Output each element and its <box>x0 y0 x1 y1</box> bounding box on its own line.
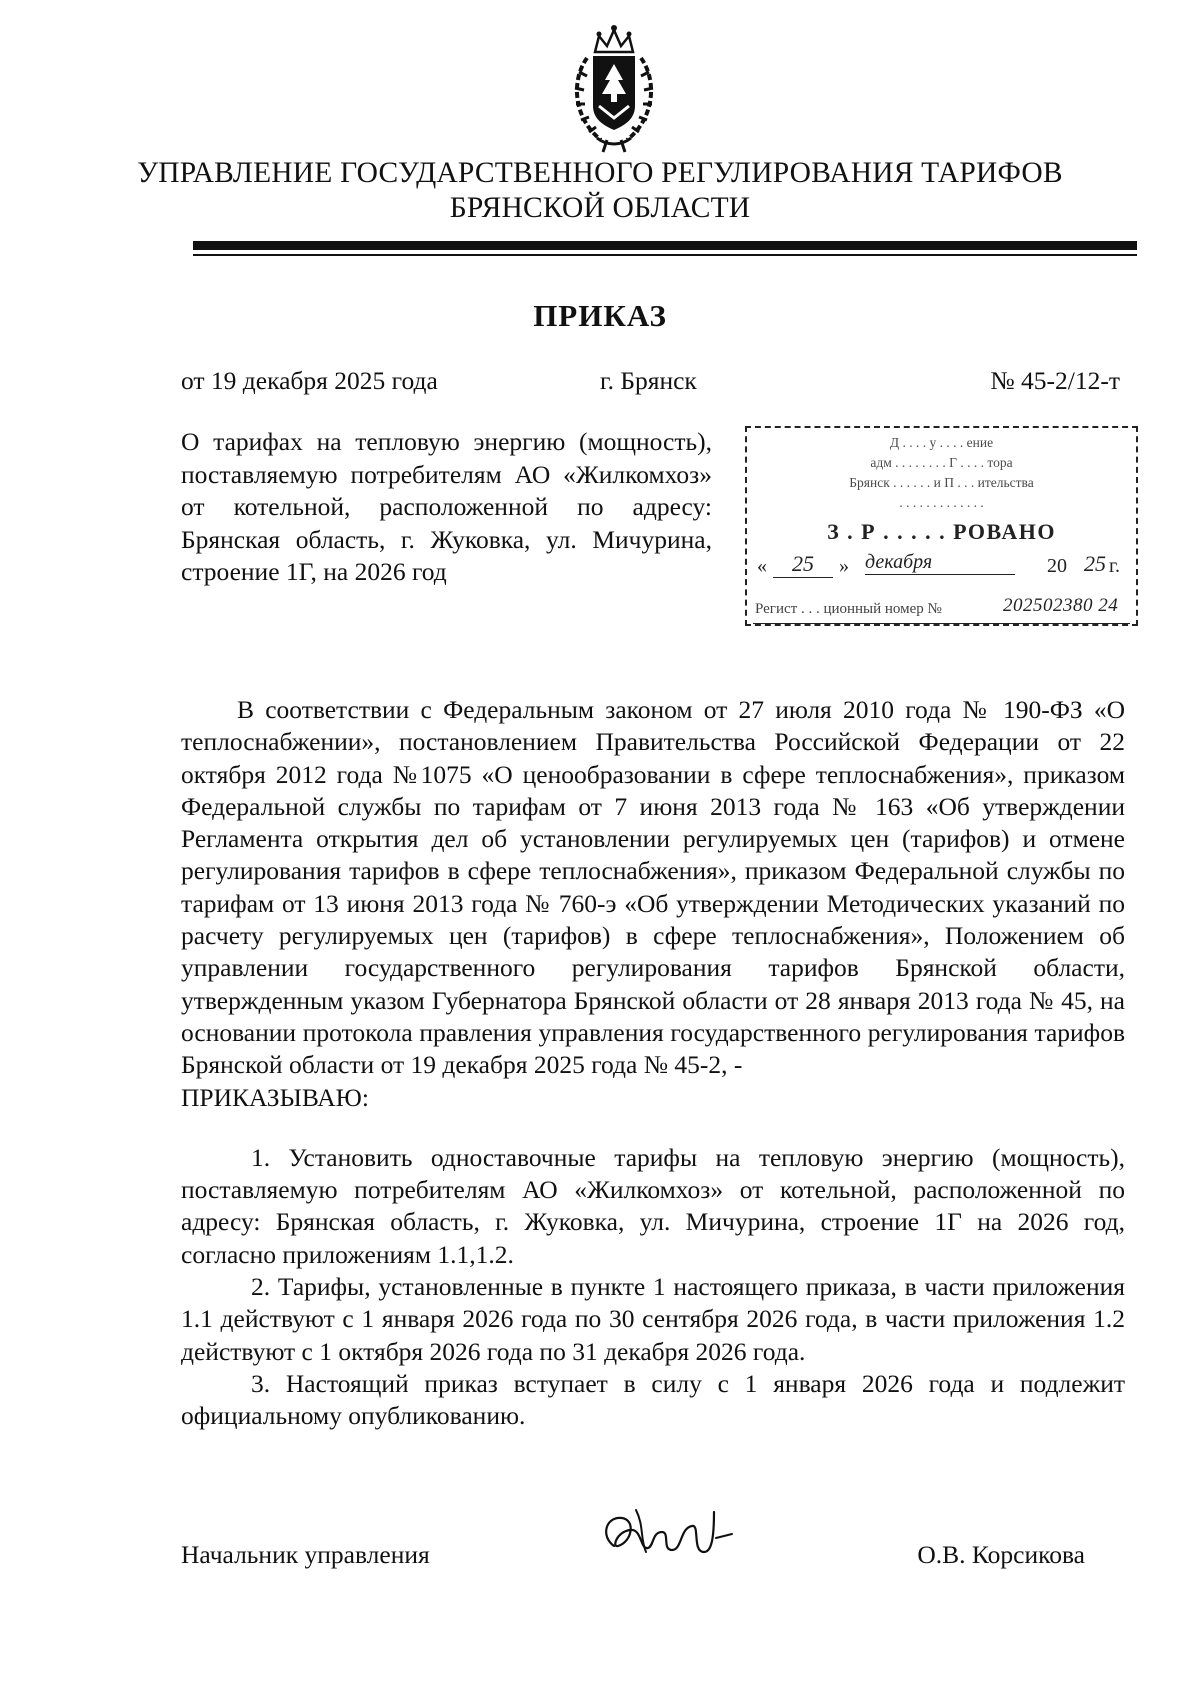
document-subject: О тарифах на тепловую энергию (мощность), поставляемую потребителям АО «Жилкомхоз» от котельной, расположенной по адресу: Брянская область, г. Жуковка, ул. Мичурина, строение 1Г, на 2026 год <box>181 427 712 586</box>
stamp-registration-label: Регист . . . ционный номер № <box>755 601 942 617</box>
document-city: г. Брянск <box>600 366 697 395</box>
handwritten-signature-icon <box>596 1502 746 1566</box>
stamp-authority-line1: Д . . . . у . . . . ение <box>889 435 994 450</box>
stamp-month: декабря <box>865 551 1015 575</box>
document-date: от 19 декабря 2025 года <box>181 366 438 395</box>
registration-stamp <box>745 426 1138 626</box>
header-divider-thick <box>193 241 1137 250</box>
stamp-year-suffix: 25 <box>1084 551 1106 576</box>
stamp-year-prefix: 20 <box>1047 555 1067 577</box>
order-item-2: 2. Тарифы, установленные в пункте 1 настоящего приказа, в части приложения 1.1 действуют с 1 января 2026 года по 30 сентября 2026 года, в части приложения 1.2 действуют с 1 октября 2026 года по 31 декабря 2026 года. <box>181 1272 1125 1366</box>
order-word: ПРИКАЗЫВАЮ: <box>181 1082 369 1112</box>
preamble-paragraph <box>181 694 1125 1114</box>
document-body <box>181 694 1125 1433</box>
order-item-1: 1. Установить одноставочные тарифы на тепловую энергию (мощность), поставляемую потребителям АО «Жилкомхоз» от котельной, расположенной по адресу: Брянская область, г. Жуковка, ул. Мичурина, строение 1Г на 2026 год, согласно приложениям 1.1,1.2. <box>181 1142 1125 1269</box>
stamp-registration-row <box>753 593 1130 624</box>
org-name-line1: УПРАВЛЕНИЕ ГОСУДАРСТВЕННОГО РЕГУЛИРОВАНИЯ ТАРИФОВ <box>137 157 1063 189</box>
stamp-year-tail: г. <box>1109 555 1120 577</box>
preamble-text: В соответствии с Федеральным законом от 27 июля 2010 года № 190-ФЗ «О теплоснабжении», постановлением Правительства Российской Федерации от 22 октября 2012 года №1075 «О ценообразовании в сфере теплоснабжения», приказом Федеральной службы по тарифам от 7 июня 2013 года № 163 «Об утверждении Регламента открытия дел об установлении регулируемых цен (тарифов) и отмене регулирования тарифов в сфере теплоснабжения», приказом Федеральной службы по тарифам от 13 июня 2013 года № 760-э «Об утверждении Методических указаний по расчету регулируемых цен (тарифов) в сфере теплоснабжения», Положением об управлении государственного регулирования тарифов Брянской области, утвержденным указом Губернатора Брянской области от 28 января 2013 года № 45, на основании протокола правления управления государственного регулирования тарифов Брянской области от 19 декабря 2025 года № 45-2, - <box>181 695 1125 1080</box>
signatory-name: О.В. Корсикова <box>917 1540 1085 1569</box>
stamp-authority-line4: . . . . . . . . . . . . . <box>899 495 984 510</box>
stamp-quote-close: » <box>839 555 849 577</box>
org-name-line2: БРЯНСКОЙ ОБЛАСТИ <box>449 192 751 224</box>
stamp-quote-open: « <box>757 555 767 577</box>
header-divider-thin <box>193 254 1137 256</box>
signatory-position: Начальник управления <box>181 1540 430 1569</box>
stamp-status: З . Р . . . . . РОВАНО <box>827 519 1056 544</box>
document-number: № 45-2/12-т <box>990 366 1120 395</box>
stamp-authority-line2: адм . . . . . . . . Г . . . . тора <box>870 455 1013 470</box>
document-title: ПРИКАЗ <box>533 298 667 333</box>
order-item-3: 3. Настоящий приказ вступает в силу с 1 января 2026 года и подлежит официальному опубликованию. <box>181 1368 1125 1431</box>
coat-of-arms-icon <box>565 22 663 154</box>
stamp-authority-line3: Брянск . . . . . . и П . . . ительства <box>849 475 1034 490</box>
stamp-registration-number: 202502380 24 <box>1003 595 1119 616</box>
stamp-day: 25 <box>773 551 833 578</box>
stamp-date-row <box>747 551 1136 585</box>
